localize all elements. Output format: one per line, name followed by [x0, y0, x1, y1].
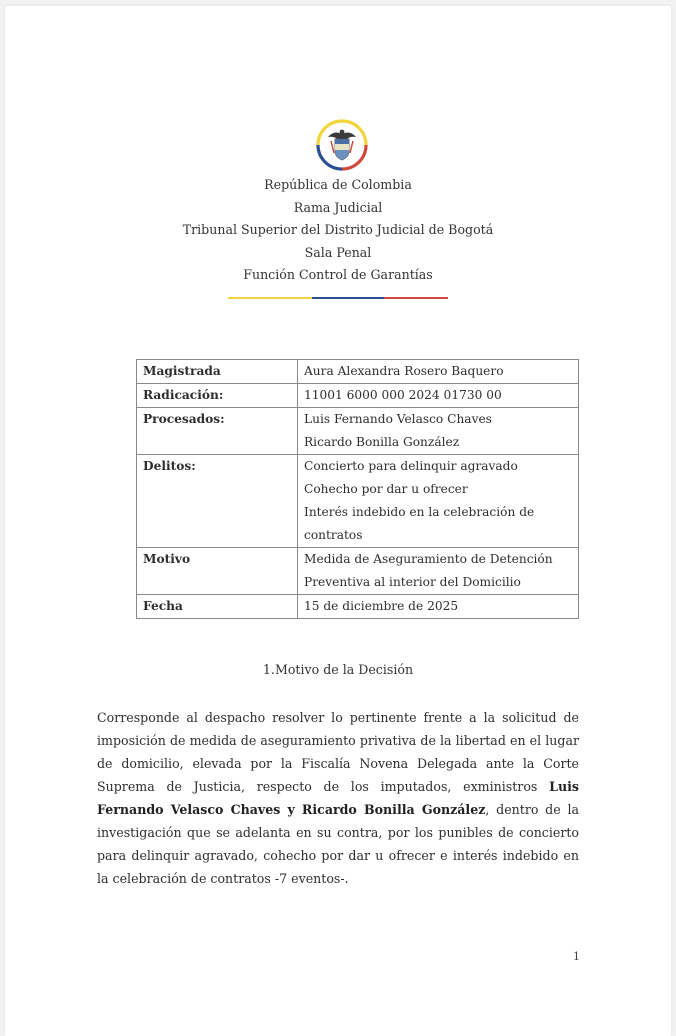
value-line: Cohecho por dar u ofrecer: [304, 482, 468, 496]
row-label: Delitos:: [137, 455, 298, 548]
header-country: República de Colombia: [264, 177, 412, 192]
row-label: Radicación:: [137, 384, 298, 408]
decision-paragraph: [97, 706, 579, 890]
value-line: Medida de Aseguramiento de Detención: [304, 552, 553, 566]
value-line: 15 de diciembre de 2025: [304, 599, 459, 613]
paragraph-bold-names: Luis Fernando Velasco Chaves y Ricardo Bonilla González: [97, 779, 579, 817]
table-row-radicacion: [137, 384, 579, 408]
value-line: Concierto para delinquir agravado: [304, 459, 518, 473]
row-label: Magistrada: [137, 360, 298, 384]
flag-red-segment: [384, 297, 448, 299]
row-value: [298, 408, 579, 455]
institution-header: [0, 174, 676, 287]
header-function: Función Control de Garantías: [243, 267, 433, 282]
row-value: [298, 455, 579, 548]
value-line: Interés indebido en la celebración de: [304, 505, 535, 519]
row-value: [298, 360, 579, 384]
value-line: 11001 6000 000 2024 01730 00: [304, 388, 502, 402]
value-line: Preventiva al interior del Domicilio: [304, 575, 521, 589]
table-row-delitos: [137, 455, 579, 548]
document-page: [5, 6, 671, 1036]
value-line: Ricardo Bonilla González: [304, 435, 460, 449]
paragraph-text-start: Corresponde al despacho resolver lo pertinente frente a la solicitud de imposición de medida de aseguramiento privativa de la libertad en el lugar de domicilio, elevada por la Fiscalía Novena Delegada ante la Corte Suprema de Justicia, respecto de los imputados, exministros: [97, 710, 579, 794]
header-chamber: Sala Penal: [304, 244, 372, 260]
table-row-procesados: [137, 408, 579, 455]
section-heading: 1.Motivo de la Decisión: [262, 662, 414, 677]
table-row-fecha: [137, 595, 579, 619]
flag-yellow-segment: [228, 297, 312, 299]
table-row-magistrada: [137, 360, 579, 384]
row-value: [298, 595, 579, 619]
header-branch: Rama Judicial: [293, 199, 383, 215]
flag-blue-segment: [312, 297, 384, 299]
paragraph-text-end: , dentro de la investigación que se adelanta en su contra, por los punibles de concierto para delinquir agravado, cohecho por dar u ofrecer e interés indebido en la celebración de contratos -7 eventos-.: [97, 802, 579, 886]
page-number: 1: [573, 950, 580, 963]
row-label: Motivo: [137, 548, 298, 595]
row-value: [298, 548, 579, 595]
row-label: Fecha: [137, 595, 298, 619]
case-info-table: [136, 359, 579, 619]
value-line: Aura Alexandra Rosero Baquero: [304, 364, 504, 378]
colombia-coat-of-arms-seal-icon: [314, 117, 370, 173]
row-label: Procesados:: [137, 408, 298, 455]
value-line: contratos: [304, 528, 363, 542]
table-row-motivo: [137, 548, 579, 595]
header-tribunal: Tribunal Superior del Distrito Judicial de Bogotá: [182, 222, 494, 237]
flag-divider: [228, 297, 448, 299]
value-line: Luis Fernando Velasco Chaves: [304, 412, 492, 426]
row-value: [298, 384, 579, 408]
